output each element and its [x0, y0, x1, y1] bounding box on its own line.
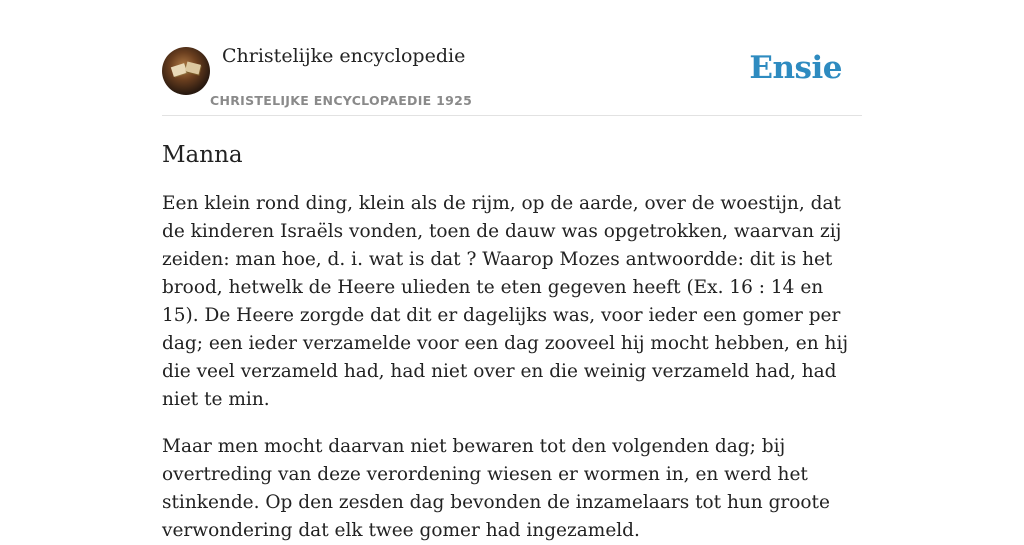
encyclopedia-avatar[interactable] [162, 47, 210, 95]
site-subtitle: CHRISTELIJKE ENCYCLOPAEDIE 1925 [210, 93, 473, 108]
header [162, 0, 862, 116]
article-title: Manna [162, 142, 243, 168]
article-paragraph-2: Maar men mocht daarvan niet bewaren tot den volgenden dag; bij overtreding van deze verordening wiesen er wormen in, en werd het stinkende. Op den zesden dag bevonden de inzamelaars tot hun groote verwondering dat elk twee gomer had ingezameld. [162, 436, 830, 541]
article-paragraph-1: Een klein rond ding, klein als de rijm, op de aarde, over de woestijn, dat de kinderen Israëls vonden, toen de dauw was opgetrokken, waarvan zij zeiden: man hoe, d. i. wat is dat ? Waarop Mozes antwoordde: dit is het brood, hetwelk de Heere ulieden te eten gegeven heeft (Ex. 16 : 14 en 15). De Heere zorgde dat dit er dagelijks was, voor ieder een gomer per dag; een ieder verzamelde voor een dag zooveel hij mocht hebben, en hij die veel verzameld had, had niet over en die weinig verzameld had, had niet te min. [162, 193, 849, 410]
brand-logo-link[interactable]: Ensie [749, 50, 842, 86]
content-container [162, 0, 862, 545]
book-page-right [185, 61, 201, 74]
site-title-link[interactable]: Christelijke encyclopedie [222, 45, 466, 67]
